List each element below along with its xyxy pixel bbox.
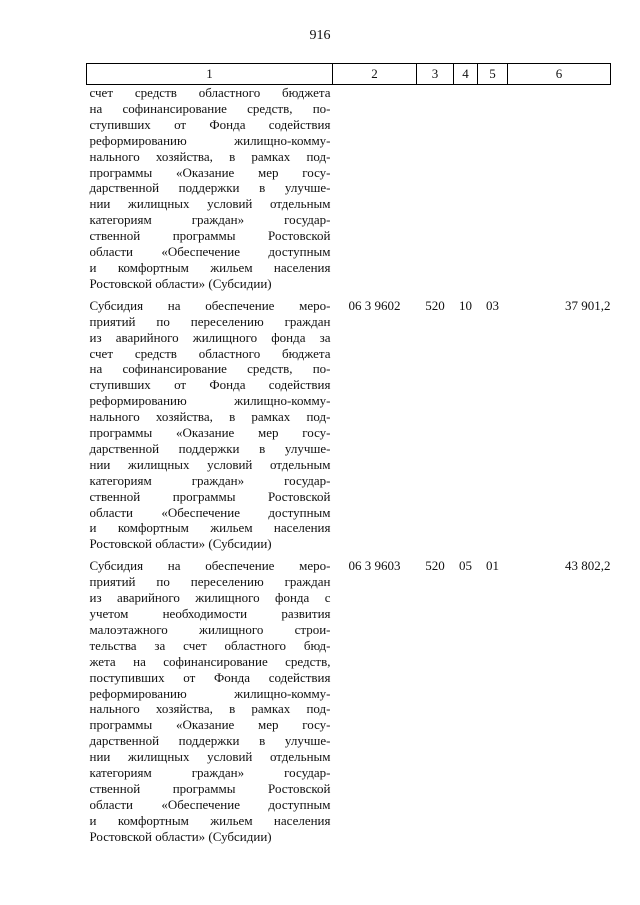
description-line: учетом необходимости развития (89, 606, 331, 621)
description-line: ступивших от Фонда содействия (89, 116, 331, 132)
description-line: дарственной поддержки в улучше- (89, 733, 331, 749)
row-section: 05 (459, 558, 472, 574)
description-line: ственной программы Ростовской (89, 780, 331, 796)
description-line: программы «Оказание мер госу- (89, 164, 331, 180)
description-line: дарственной поддержки в улучше- (89, 180, 331, 196)
description-line: жета на софинансирование средств, (89, 653, 331, 669)
column-header-4: 4 (454, 64, 478, 85)
row-section: 10 (459, 297, 472, 313)
description-line: из аварийного жилищного фонда за (89, 329, 331, 345)
row-expense-type: 520 (425, 297, 445, 313)
row-section (454, 85, 478, 292)
row-description (87, 85, 333, 292)
description-line: нального хозяйства, в рамках под- (89, 148, 331, 164)
description-line: поступивших от Фонда содействия (89, 669, 331, 685)
row-target-code (333, 85, 417, 292)
description-line: категориям граждан» государ- (89, 472, 331, 488)
description-line: категориям граждан» государ- (89, 765, 331, 781)
row-expense-type (417, 85, 454, 292)
description-line: Ростовской области» (Субсидии) (89, 828, 272, 844)
description-line: нального хозяйства, в рамках под- (89, 701, 331, 717)
description-line: нии жилищных условий отдельным (89, 456, 331, 472)
row-subsection: 03 (486, 297, 499, 313)
description-line: и комфортным жильем населения (89, 259, 331, 275)
description-line: реформированию жилищно-комму- (89, 393, 331, 409)
description-line: ственной программы Ростовской (89, 488, 331, 504)
budget-table (86, 63, 611, 845)
table-body (87, 85, 611, 845)
description-line: области «Обеспечение доступным (89, 244, 331, 260)
description-line: Ростовской области» (Субсидии) (89, 275, 272, 291)
table-row (87, 85, 611, 292)
row-subsection: 01 (486, 558, 499, 574)
description-line: реформированию жилищно-комму- (89, 132, 331, 148)
row-amount: 43 802,2 (565, 558, 611, 574)
column-number-header-row (87, 64, 611, 85)
column-header-3: 3 (417, 64, 454, 85)
description-line: ступивших от Фонда содействия (89, 377, 331, 393)
description-line: из аварийного жилищного фонда с (89, 590, 331, 606)
column-header-6: 6 (508, 64, 611, 85)
column-header-1: 1 (87, 64, 333, 85)
description-line: нии жилищных условий отдельным (89, 749, 331, 765)
row-target-code: 06 3 9603 (348, 558, 401, 574)
page-number: 916 (309, 28, 331, 43)
description-line: Ростовской области» (Субсидии) (89, 536, 272, 552)
description-line: дарственной поддержки в улучше- (89, 440, 331, 456)
row-amount (508, 85, 611, 292)
description-line: реформированию жилищно-комму- (89, 685, 331, 701)
description-line: Субсидия на обеспечение меро- (89, 558, 331, 574)
row-description (87, 298, 333, 553)
column-header-2: 2 (333, 64, 417, 85)
description-line: и комфортным жильем населения (89, 812, 331, 828)
description-line: и комфортным жильем населения (89, 520, 331, 536)
description-line: категориям граждан» государ- (89, 212, 331, 228)
row-target-code: 06 3 9602 (348, 297, 401, 313)
description-line: ственной программы Ростовской (89, 228, 331, 244)
description-line: области «Обеспечение доступным (89, 504, 331, 520)
description-line: нального хозяйства, в рамках под- (89, 409, 331, 425)
description-line: приятий по переселению граждан (89, 313, 331, 329)
table-row (87, 558, 611, 844)
description-line: на софинансирование средств, по- (89, 361, 331, 377)
description-line: приятий по переселению граждан (89, 574, 331, 590)
description-line: нии жилищных условий отдельным (89, 196, 331, 212)
description-line: Субсидия на обеспечение меро- (89, 297, 331, 313)
description-line: программы «Оказание мер госу- (89, 425, 331, 441)
description-line: области «Обеспечение доступным (89, 796, 331, 812)
row-subsection (478, 85, 508, 292)
column-header-5: 5 (478, 64, 508, 85)
description-line: тельства за счет областного бюд- (89, 637, 331, 653)
description-line: малоэтажного жилищного строи- (89, 621, 331, 637)
row-expense-type: 520 (425, 558, 445, 574)
description-line: счет средств областного бюджета (89, 345, 331, 361)
row-description (87, 558, 333, 844)
row-amount: 37 901,2 (565, 297, 611, 313)
table-row (87, 298, 611, 553)
description-line: на софинансирование средств, по- (89, 100, 331, 116)
description-line: программы «Оказание мер госу- (89, 717, 331, 733)
description-line: счет средств областного бюджета (89, 85, 331, 100)
